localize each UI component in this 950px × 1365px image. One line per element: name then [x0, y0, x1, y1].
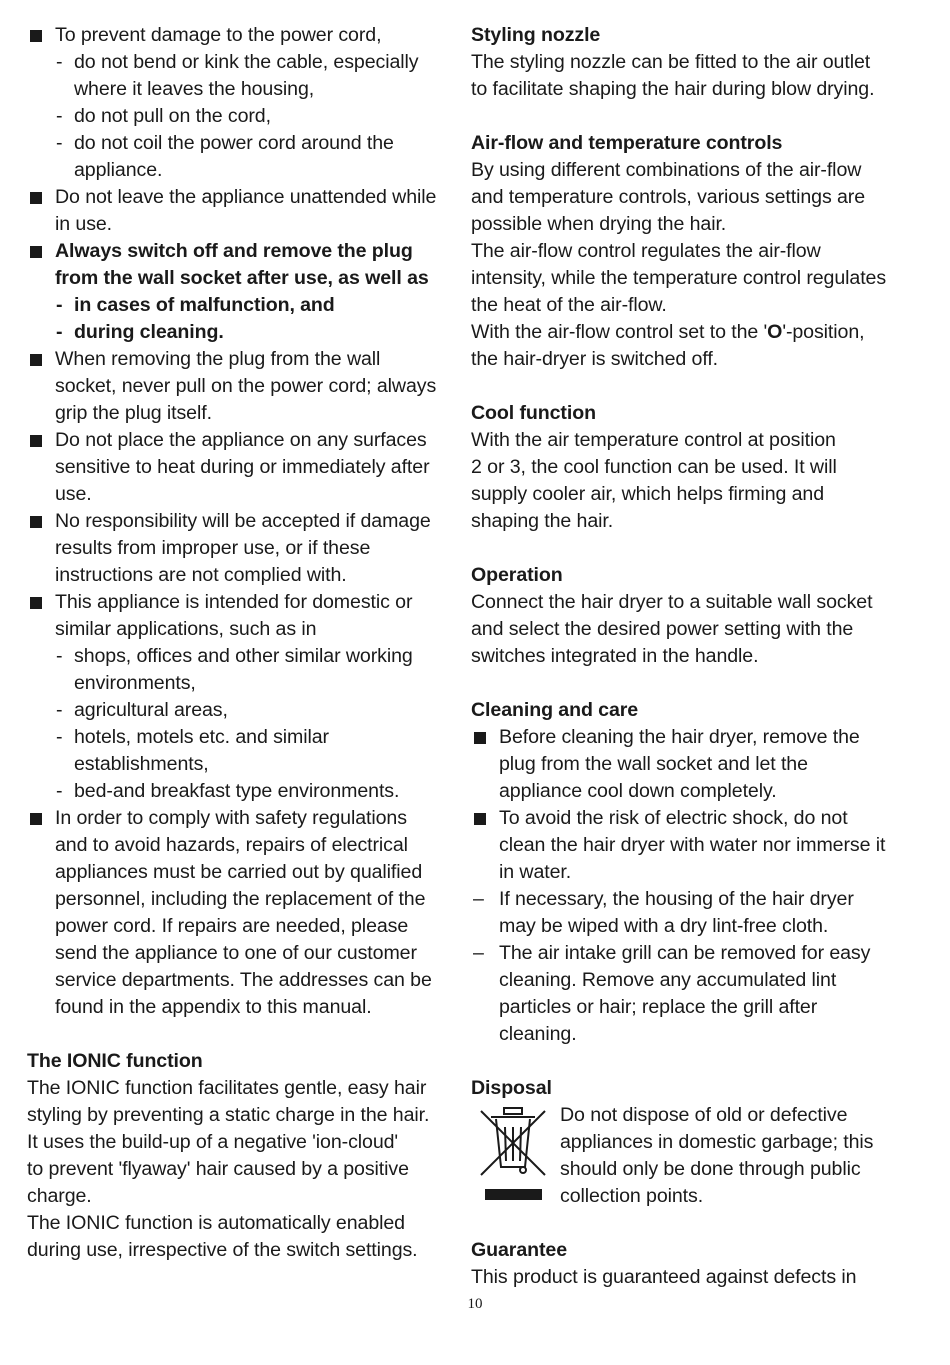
disposal-block: [471, 1102, 891, 1210]
sub-item-text: bed-and breakfast type environments.: [74, 780, 400, 802]
controls-text: With the air-flow control set to the ': [471, 321, 768, 343]
sub-item: [27, 697, 442, 724]
page-number: 10: [467, 1296, 483, 1312]
sub-item: [27, 778, 442, 805]
sub-item-text: do not pull on the cord,: [74, 105, 271, 127]
controls-paragraph: By using different combinations of the air-flow and temperature controls, various settings are possible when drying the hair.: [471, 159, 866, 235]
sub-item: [27, 49, 442, 103]
sub-item-text: agricultural areas,: [74, 699, 228, 721]
cleaning-item-text: To avoid the risk of electric shock, do not clean the hair dryer with water nor immerse it in water.: [499, 807, 886, 883]
safety-item-switch-off: [27, 238, 442, 292]
ionic-paragraph: The IONIC function is automatically enabled during use, irrespective of the switch settings.: [27, 1212, 418, 1261]
sub-item-text: do not coil the power cord around the appliance.: [74, 132, 394, 181]
cool-text: 2 or 3, the cool function can be used. It will supply cooler air, which helps firming and shaping the hair.: [471, 456, 837, 532]
cleaning-item-text: The air intake grill can be removed for easy cleaning. Remove any accumulated lint particles or hair; replace the grill after cleaning.: [499, 942, 871, 1045]
square-bullet-icon: [30, 246, 42, 258]
dash-marker: -: [56, 699, 63, 721]
safety-item-removing-plug: [27, 346, 442, 427]
safety-item-unattended: [27, 184, 442, 238]
guarantee-heading: Guarantee: [471, 1239, 568, 1261]
square-bullet-icon: [30, 354, 42, 366]
nozzle-heading: Styling nozzle: [471, 24, 601, 46]
off-position-label: O: [767, 321, 783, 343]
ionic-heading: The IONIC function: [27, 1050, 203, 1072]
dash-marker: -: [56, 132, 63, 154]
disposal-text: Do not dispose of old or defective appliances in domestic garbage; this should only be done through public collection points.: [560, 1104, 874, 1207]
sub-item: [27, 319, 442, 346]
dash-marker: -: [56, 321, 63, 343]
dash-marker: –: [473, 888, 484, 910]
sub-item-text: hotels, motels etc. and similar establishments,: [74, 726, 329, 775]
cleaning-item: [471, 805, 891, 886]
dash-marker: -: [56, 105, 63, 127]
safety-item-text: In order to comply with safety regulations and to avoid hazards, repairs of electrical appliances must be carried out by qualified personnel, including the replacement of the power cord. If repairs are needed, please send the appliance to one of our customer service departments. The addresses can be found in the appendix to this manual.: [55, 807, 432, 1018]
square-bullet-icon: [30, 516, 42, 528]
sub-item-text: do not bend or kink the cable, especially where it leaves the housing,: [74, 51, 419, 100]
safety-item-text: No responsibility will be accepted if damage results from improper use, or if these instructions are not complied with.: [55, 510, 431, 586]
square-bullet-icon: [30, 597, 42, 609]
sub-item: [27, 643, 442, 697]
safety-item-domestic-use: [27, 589, 442, 643]
safety-item-text: Always switch off and remove the plug from the wall socket after use, as well as: [55, 240, 429, 289]
square-bullet-icon: [30, 30, 42, 42]
dash-marker: –: [473, 942, 484, 964]
square-bullet-icon: [30, 192, 42, 204]
safety-item-power-cord: [27, 22, 442, 49]
safety-item-text: To prevent damage to the power cord,: [55, 24, 382, 46]
controls-heading: Air-flow and temperature controls: [471, 132, 783, 154]
operation-heading: Operation: [471, 564, 563, 586]
safety-item-repairs: [27, 805, 442, 1021]
cleaning-item-text: Before cleaning the hair dryer, remove the plug from the wall socket and let the appliance cool down completely.: [499, 726, 860, 802]
safety-item-text: This appliance is intended for domestic or similar applications, such as in: [55, 591, 413, 640]
safety-item-text: When removing the plug from the wall socket, never pull on the power cord; always grip the plug itself.: [55, 348, 437, 424]
square-bullet-icon: [474, 813, 486, 825]
cleaning-dash-item: [471, 886, 891, 940]
left-column: [27, 22, 442, 1264]
cleaning-item-text: If necessary, the housing of the hair dryer may be wiped with a dry lint-free cloth.: [499, 888, 854, 937]
controls-paragraph: [471, 319, 891, 373]
safety-item-text: Do not place the appliance on any surfaces sensitive to heat during or immediately after use.: [55, 429, 430, 505]
ionic-paragraph: The IONIC function facilitates gentle, easy hair styling by preventing a static charge in the hair.: [27, 1077, 430, 1126]
sub-item: [27, 103, 442, 130]
dash-marker: -: [56, 645, 63, 667]
sub-item: [27, 292, 442, 319]
ionic-paragraph: to prevent 'flyaway' hair caused by a positive charge.: [27, 1158, 409, 1207]
cool-heading: Cool function: [471, 402, 596, 424]
dash-marker: -: [56, 51, 63, 73]
controls-text: '-position, the hair-dryer is switched off.: [471, 321, 865, 370]
safety-item-surfaces: [27, 427, 442, 508]
nozzle-text: The styling nozzle can be fitted to the air outlet to facilitate shaping the hair during blow drying.: [471, 51, 875, 100]
square-bullet-icon: [30, 435, 42, 447]
cleaning-dash-item: [471, 940, 891, 1048]
ionic-paragraph: It uses the build-up of a negative 'ion-cloud': [27, 1131, 399, 1153]
safety-item-responsibility: [27, 508, 442, 589]
cleaning-heading: Cleaning and care: [471, 699, 639, 721]
sub-item-text: in cases of malfunction, and: [74, 294, 335, 316]
square-bullet-icon: [30, 813, 42, 825]
safety-item-text: Do not leave the appliance unattended while in use.: [55, 186, 437, 235]
cool-text: With the air temperature control at position: [471, 429, 836, 451]
dash-marker: -: [56, 780, 63, 802]
sub-item: [27, 130, 442, 184]
crossed-bin-icon: [477, 1105, 549, 1201]
sub-item: [27, 724, 442, 778]
guarantee-text: This product is guaranteed against defects in: [471, 1266, 857, 1288]
right-column: [471, 22, 891, 1291]
cleaning-item: [471, 724, 891, 805]
dash-marker: -: [56, 294, 63, 316]
dash-marker: -: [56, 726, 63, 748]
controls-paragraph: The air-flow control regulates the air-flow intensity, while the temperature control regulates the heat of the air-flow.: [471, 240, 887, 316]
operation-text: Connect the hair dryer to a suitable wall socket and select the desired power setting with the switches integrated in the handle.: [471, 591, 873, 667]
sub-item-text: during cleaning.: [74, 321, 224, 343]
square-bullet-icon: [474, 732, 486, 744]
sub-item-text: shops, offices and other similar working environments,: [74, 645, 413, 694]
disposal-heading: Disposal: [471, 1077, 552, 1099]
